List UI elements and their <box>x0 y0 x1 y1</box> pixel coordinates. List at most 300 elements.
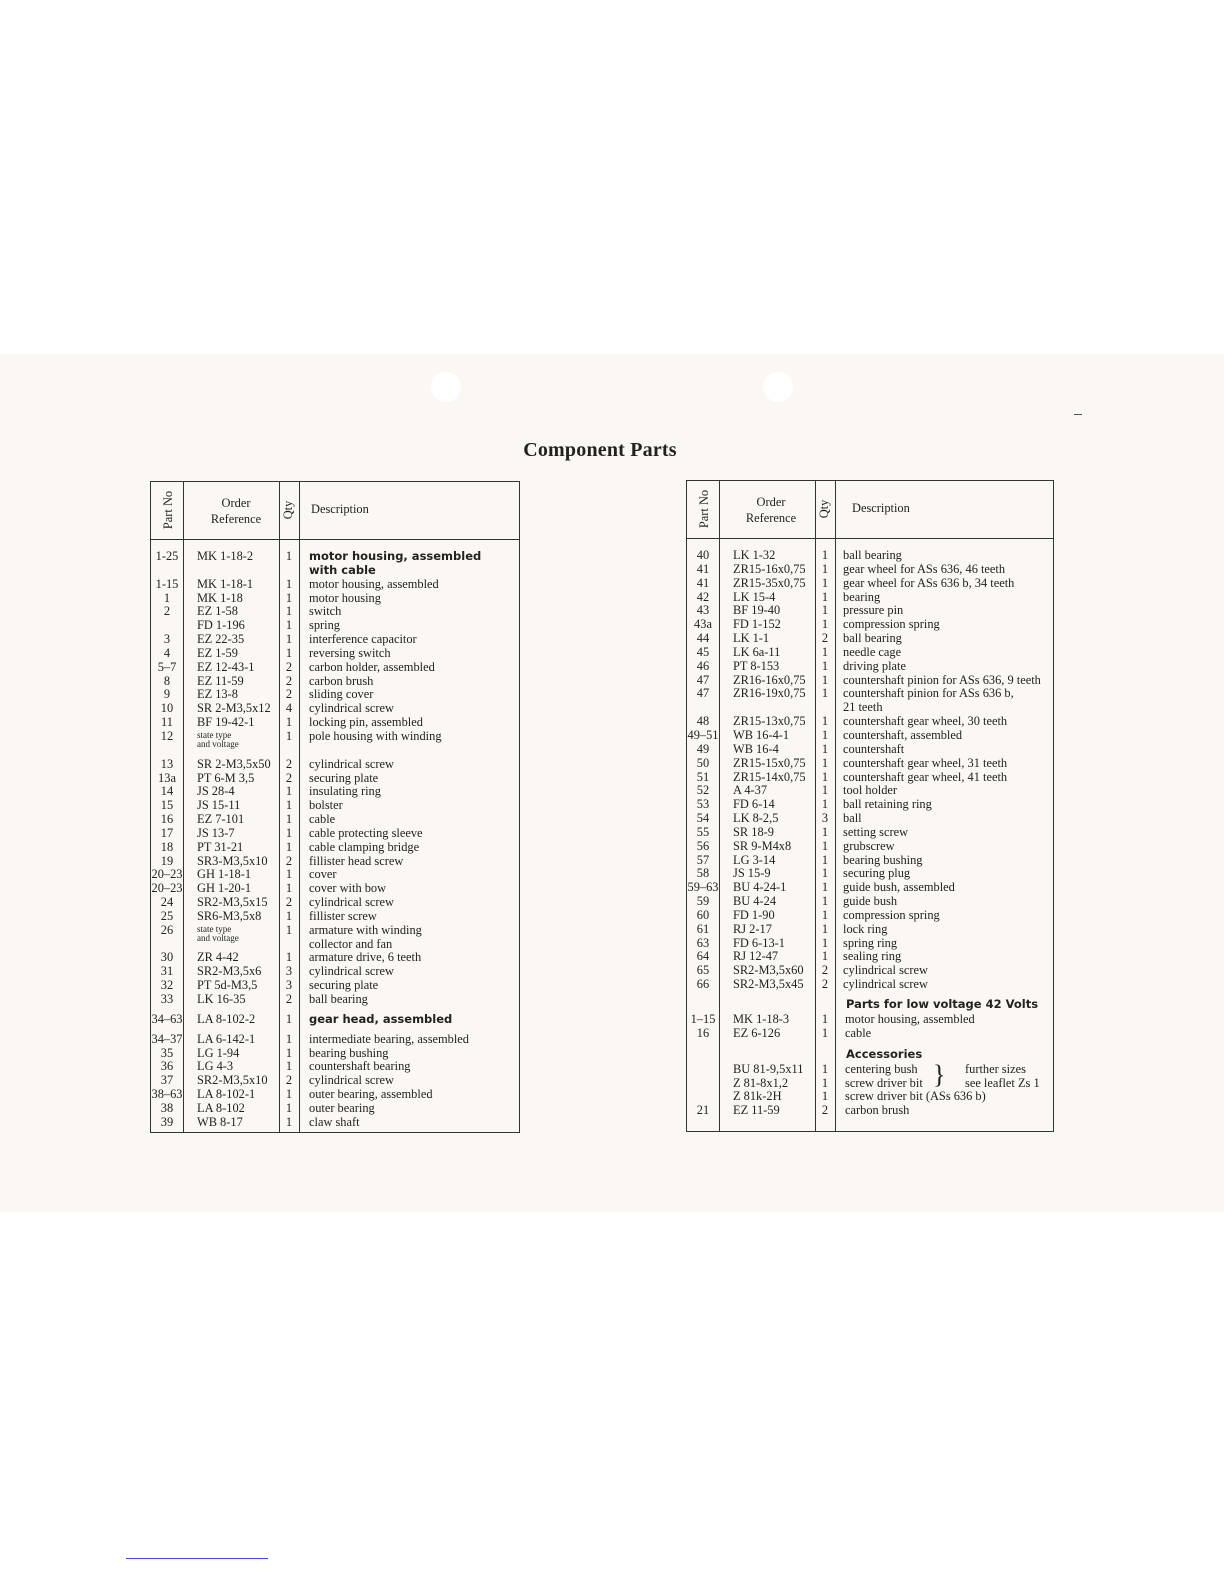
table-row <box>687 591 1053 605</box>
description <box>309 633 417 647</box>
order-reference: BF 19-40 <box>733 603 781 618</box>
order-reference: ZR15-14x0,75 <box>733 769 806 784</box>
part-no: 51 <box>696 769 710 784</box>
part-no: 47 <box>696 672 710 687</box>
description-line: spring ring <box>843 935 898 950</box>
order-reference: BU 4-24 <box>733 894 777 909</box>
order-reference: ZR16-16x0,75 <box>733 672 806 687</box>
description <box>843 563 1005 577</box>
quantity: 2 <box>285 673 293 688</box>
part-no: 66 <box>696 977 710 992</box>
description <box>309 1088 433 1102</box>
table-row <box>687 715 1053 729</box>
description-line: guide bush, assembled <box>843 880 955 895</box>
header-order-reference <box>191 495 281 527</box>
part-no: 39 <box>160 1114 174 1129</box>
description-line: reversing switch <box>309 645 391 660</box>
description-line: ball retaining ring <box>843 797 932 812</box>
description-line: bearing bushing <box>843 852 923 867</box>
order-reference-line: and voltage <box>197 739 239 750</box>
order-reference: SR2-M3,5x10 <box>197 1073 268 1088</box>
description-line: cylindrical screw <box>843 963 928 978</box>
part-no: 11 <box>161 715 173 730</box>
description-line: countershaft pinion for ASs 636 b, <box>843 686 1014 701</box>
quantity: 1 <box>285 1031 293 1046</box>
header-qty: Qty <box>817 499 832 519</box>
description-line: gear wheel for ASs 636 b, 34 teeth <box>843 575 1015 590</box>
description <box>309 910 377 924</box>
description <box>845 1090 986 1104</box>
order-reference: LG 4-3 <box>197 1059 234 1074</box>
description <box>309 1060 411 1074</box>
part-no: 43 <box>696 603 710 618</box>
description <box>309 993 368 1007</box>
description-line: fillister head screw <box>309 853 404 868</box>
description-line: guide bush <box>843 894 898 909</box>
quantity: 2 <box>285 1073 293 1088</box>
order-reference: FD 1-196 <box>197 618 245 633</box>
quantity: 1 <box>285 632 293 647</box>
description <box>843 604 903 618</box>
quantity: 2 <box>821 963 829 978</box>
quantity: 1 <box>821 714 829 729</box>
description <box>309 855 403 869</box>
description-line: ball bearing <box>843 631 902 646</box>
table-row <box>151 1088 519 1102</box>
description <box>843 632 902 646</box>
order-reference: SR6-M3,5x8 <box>197 908 262 923</box>
order-reference: LK 15-4 <box>733 589 776 604</box>
description-line: cable protecting sleeve <box>309 825 423 840</box>
order-reference: Z 81k-2H <box>733 1089 782 1104</box>
table-header <box>151 482 519 540</box>
description-line: compression spring <box>843 907 940 922</box>
order-reference-note <box>197 925 239 944</box>
part-no: 56 <box>696 838 710 853</box>
description <box>309 1033 469 1047</box>
table-row <box>687 687 1053 715</box>
description <box>309 1102 375 1116</box>
description <box>309 675 373 689</box>
part-no: 13 <box>160 756 174 771</box>
table-row <box>151 951 519 965</box>
order-reference: LK 6a-11 <box>733 644 781 659</box>
part-no: 49 <box>696 741 710 756</box>
description <box>309 605 341 619</box>
description-line: countershaft pinion for ASs 636, 9 teeth <box>843 672 1041 687</box>
scan-mark <box>1074 414 1082 415</box>
order-reference: SR 2-M3,5x12 <box>197 701 271 716</box>
table-row <box>151 868 519 882</box>
order-reference: MK 1-18-1 <box>197 576 254 591</box>
order-reference: LA 6-142-1 <box>197 1031 256 1046</box>
description <box>309 578 439 592</box>
part-no: 65 <box>696 963 710 978</box>
table-row <box>687 577 1053 591</box>
part-no: 40 <box>696 548 710 562</box>
part-no: 55 <box>696 824 710 839</box>
order-reference: EZ 22-35 <box>197 632 245 647</box>
part-no: 24 <box>160 895 174 910</box>
order-reference: LA 8-102-2 <box>197 1011 256 1026</box>
description <box>309 924 422 952</box>
table-row <box>151 1013 519 1027</box>
order-reference: RJ 12-47 <box>733 949 779 964</box>
quantity: 1 <box>821 672 829 687</box>
order-reference <box>197 730 239 751</box>
quantity: 1 <box>821 1012 829 1026</box>
order-reference: Z 81-8x1,2 <box>733 1075 789 1090</box>
order-reference: LG 1-94 <box>197 1045 240 1060</box>
part-no: 34–63 <box>151 1011 183 1026</box>
order-reference: LK 16-35 <box>197 992 246 1006</box>
order-reference: BU 4-24-1 <box>733 880 787 895</box>
quantity: 2 <box>285 687 293 702</box>
table-row <box>687 937 1053 951</box>
order-reference: PT 5d-M3,5 <box>197 978 258 993</box>
part-no: 34–37 <box>151 1031 183 1046</box>
part-no: 50 <box>696 755 710 770</box>
part-no: 1-15 <box>155 576 179 591</box>
quantity: 1 <box>285 812 293 827</box>
table-row <box>687 867 1053 881</box>
part-no: 1–15 <box>690 1012 716 1026</box>
quantity: 2 <box>285 992 293 1006</box>
table-row <box>151 619 519 633</box>
description-line: countershaft gear wheel, 41 teeth <box>843 769 1008 784</box>
part-no: 25 <box>160 908 174 923</box>
description-line: carbon brush <box>309 673 374 688</box>
description-line: motor housing, assembled <box>309 576 439 591</box>
order-reference: LA 8-102-1 <box>197 1087 256 1102</box>
description-line: motor housing <box>309 590 381 605</box>
order-reference: LA 8-102 <box>197 1100 245 1115</box>
quantity: 1 <box>821 1075 829 1090</box>
accessories-note: further sizes <box>965 1061 1026 1076</box>
quantity: 1 <box>821 741 829 756</box>
description-line: spring <box>309 618 340 633</box>
quantity: 1 <box>285 1045 293 1060</box>
parts-table-right <box>686 480 1054 1132</box>
brace-symbol: } <box>933 1059 946 1089</box>
description <box>309 592 381 606</box>
part-no: 5–7 <box>157 659 177 674</box>
description <box>843 577 1014 591</box>
quantity: 1 <box>285 950 293 965</box>
description <box>843 854 923 868</box>
table-row <box>687 1077 1053 1091</box>
description-line: pole housing with winding <box>309 728 442 743</box>
part-no: 12 <box>160 728 174 743</box>
punch-hole <box>431 372 461 402</box>
table-row <box>151 661 519 675</box>
description <box>843 826 908 840</box>
part-no: 42 <box>696 589 710 604</box>
part-no: 52 <box>696 783 710 798</box>
description-line: locking pin, assembled <box>309 715 423 730</box>
description <box>309 772 378 786</box>
quantity: 1 <box>285 1059 293 1074</box>
description-line: outer bearing, assembled <box>309 1087 433 1102</box>
description-line: needle cage <box>843 644 902 659</box>
quantity: 2 <box>285 895 293 910</box>
quantity: 1 <box>821 561 829 576</box>
table-row <box>687 618 1053 632</box>
order-reference: SR 2-M3,5x50 <box>197 756 271 771</box>
description <box>309 951 421 965</box>
quantity: 1 <box>821 1025 829 1040</box>
description-line: collector and fan <box>309 936 393 951</box>
description-line: countershaft bearing <box>309 1059 411 1074</box>
table-row <box>151 965 519 979</box>
description <box>309 550 481 578</box>
part-no: 38–63 <box>151 1087 183 1102</box>
order-reference: WB 16-4-1 <box>733 727 790 742</box>
description <box>843 812 862 826</box>
description <box>845 1063 918 1077</box>
description-line: securing plate <box>309 770 379 785</box>
description-line: tool holder <box>843 783 898 798</box>
part-no: 15 <box>160 798 174 813</box>
order-reference-line: state type <box>197 923 232 934</box>
description <box>309 813 335 827</box>
description-line: carbon holder, assembled <box>309 659 435 674</box>
description-line: cover with bow <box>309 881 387 896</box>
table-row <box>687 923 1053 937</box>
description-line: bearing <box>843 589 881 604</box>
order-reference: GH 1-20-1 <box>197 881 252 896</box>
order-reference: WB 16-4 <box>733 741 779 756</box>
table-row <box>151 647 519 661</box>
quantity: 3 <box>285 978 293 993</box>
description-line: cable <box>845 1025 872 1040</box>
part-no: 41 <box>696 575 710 590</box>
part-no: 64 <box>696 949 710 964</box>
order-reference: JS 15-9 <box>733 866 771 881</box>
description-line: claw shaft <box>309 1114 360 1129</box>
table-row <box>151 758 519 772</box>
table-row <box>687 743 1053 757</box>
quantity: 2 <box>821 977 829 992</box>
table-row <box>687 660 1053 674</box>
quantity: 1 <box>821 894 829 909</box>
order-reference: GH 1-18-1 <box>197 867 252 882</box>
section-heading-low-voltage: Parts for low voltage 42 Volts <box>846 997 1039 1011</box>
quantity: 1 <box>821 866 829 881</box>
table-row <box>151 578 519 592</box>
table-row <box>687 950 1053 964</box>
quantity: 1 <box>285 1114 293 1129</box>
description-line: grubscrew <box>843 838 895 853</box>
table-row <box>687 646 1053 660</box>
description-line: switch <box>309 604 342 619</box>
description-line: armature drive, 6 teeth <box>309 950 422 965</box>
description-line: ball bearing <box>843 548 902 562</box>
quantity: 2 <box>285 756 293 771</box>
part-no: 53 <box>696 797 710 812</box>
table-row <box>151 730 519 758</box>
quantity: 1 <box>285 908 293 923</box>
table-row <box>687 840 1053 854</box>
quantity: 1 <box>821 797 829 812</box>
description-line: cover <box>309 867 337 882</box>
header-qty: Qty <box>281 500 296 520</box>
description <box>309 979 378 993</box>
order-reference: PT 31-21 <box>197 839 244 854</box>
description-line: cylindrical screw <box>309 895 394 910</box>
quantity: 1 <box>821 603 829 618</box>
description <box>309 702 394 716</box>
description-line: bolster <box>309 798 343 813</box>
part-no: 32 <box>160 978 174 993</box>
description <box>309 799 343 813</box>
description-line: centering bush <box>845 1061 918 1076</box>
part-no: 43a <box>694 617 712 632</box>
description-line: with cable <box>309 562 376 577</box>
quantity: 1 <box>821 949 829 964</box>
table-row <box>151 1047 519 1061</box>
table-row <box>687 909 1053 923</box>
order-reference: FD 6-13-1 <box>733 935 785 950</box>
header-order-line1: Order <box>221 496 251 510</box>
quantity: 1 <box>821 783 829 798</box>
part-no: 59 <box>696 894 710 909</box>
part-no: 10 <box>160 701 174 716</box>
description-line: driving plate <box>843 658 906 673</box>
order-reference: LK 8-2,5 <box>733 811 779 826</box>
order-reference: MK 1-18 <box>197 590 243 605</box>
description <box>843 798 932 812</box>
part-no: 63 <box>696 935 710 950</box>
table-row <box>687 674 1053 688</box>
part-no: 36 <box>160 1059 174 1074</box>
description <box>843 591 880 605</box>
quantity: 3 <box>285 964 293 979</box>
quantity: 1 <box>821 824 829 839</box>
table-row <box>687 604 1053 618</box>
part-no: 59–63 <box>687 880 719 895</box>
description <box>843 687 1014 715</box>
table-row <box>151 1033 519 1047</box>
quantity: 1 <box>285 549 293 563</box>
part-no: 1 <box>163 590 171 605</box>
table-row <box>151 785 519 799</box>
part-no: 20–23 <box>151 867 183 882</box>
table-row <box>687 1013 1053 1027</box>
description-line: fillister screw <box>309 908 377 923</box>
description-line: ball <box>843 811 862 826</box>
description <box>843 743 904 757</box>
table-row <box>687 563 1053 577</box>
description-line: cylindrical screw <box>309 756 394 771</box>
description <box>843 646 901 660</box>
header-order-line2: Reference <box>745 511 797 525</box>
table-row <box>151 855 519 869</box>
order-reference: SR2-M3,5x60 <box>733 963 804 978</box>
header-order-line1: Order <box>756 495 786 509</box>
table-header <box>687 481 1053 539</box>
order-reference: FD 6-14 <box>733 797 775 812</box>
quantity: 1 <box>821 1061 829 1076</box>
part-no: 44 <box>696 631 710 646</box>
part-no: 16 <box>696 1025 710 1040</box>
quantity: 1 <box>821 852 829 867</box>
description-line: sealing ring <box>843 949 902 964</box>
part-no: 16 <box>160 812 174 827</box>
description <box>843 950 901 964</box>
table-row <box>687 549 1053 563</box>
part-no: 31 <box>160 964 174 979</box>
order-reference: EZ 1-58 <box>197 604 238 619</box>
order-reference: EZ 6-126 <box>733 1025 781 1040</box>
part-no: 1-25 <box>155 549 179 563</box>
quantity: 1 <box>285 1100 293 1115</box>
description <box>845 1104 909 1118</box>
description-line: cable clamping bridge <box>309 839 420 854</box>
quantity: 1 <box>285 604 293 619</box>
table-body <box>151 550 519 1130</box>
description <box>843 757 1007 771</box>
part-no: 37 <box>160 1073 174 1088</box>
description <box>309 647 391 661</box>
description <box>843 549 902 563</box>
table-row <box>687 632 1053 646</box>
description <box>843 674 1041 688</box>
order-reference: PT 8-153 <box>733 658 780 673</box>
table-row <box>687 978 1053 992</box>
order-reference: ZR16-19x0,75 <box>733 686 806 701</box>
page-title: Component Parts <box>523 439 677 461</box>
table-row <box>687 826 1053 840</box>
order-reference: EZ 11-59 <box>197 673 244 688</box>
table-row <box>687 964 1053 978</box>
order-reference: EZ 12-43-1 <box>197 659 255 674</box>
description <box>843 715 1007 729</box>
description <box>309 841 419 855</box>
table-row <box>151 993 519 1007</box>
order-reference: LK 1-32 <box>733 548 776 562</box>
table-row <box>687 729 1053 743</box>
description <box>845 1077 923 1091</box>
description-line: countershaft gear wheel, 30 teeth <box>843 714 1008 729</box>
description <box>309 619 340 633</box>
part-no: 47 <box>696 686 710 701</box>
part-no: 48 <box>696 714 710 729</box>
order-reference: ZR15-15x0,75 <box>733 755 806 770</box>
quantity: 1 <box>821 727 829 742</box>
description <box>309 661 435 675</box>
table-row <box>151 813 519 827</box>
description <box>309 1074 394 1088</box>
quantity: 1 <box>285 728 293 743</box>
header-order-line2: Reference <box>210 512 262 526</box>
table-row <box>151 910 519 924</box>
parts-table-left <box>150 481 520 1133</box>
description <box>843 784 897 798</box>
order-reference: JS 28-4 <box>197 784 235 799</box>
description-line: compression spring <box>843 617 940 632</box>
header-order-reference <box>727 494 815 526</box>
table-row <box>151 1074 519 1088</box>
order-reference: SR2-M3,5x45 <box>733 977 804 992</box>
description-line: intermediate bearing, assembled <box>309 1031 469 1046</box>
description <box>309 688 373 702</box>
order-reference: BU 81-9,5x11 <box>733 1061 804 1076</box>
table-row <box>151 841 519 855</box>
description <box>309 758 394 772</box>
part-no: 3 <box>163 632 171 647</box>
part-no: 54 <box>696 811 710 826</box>
